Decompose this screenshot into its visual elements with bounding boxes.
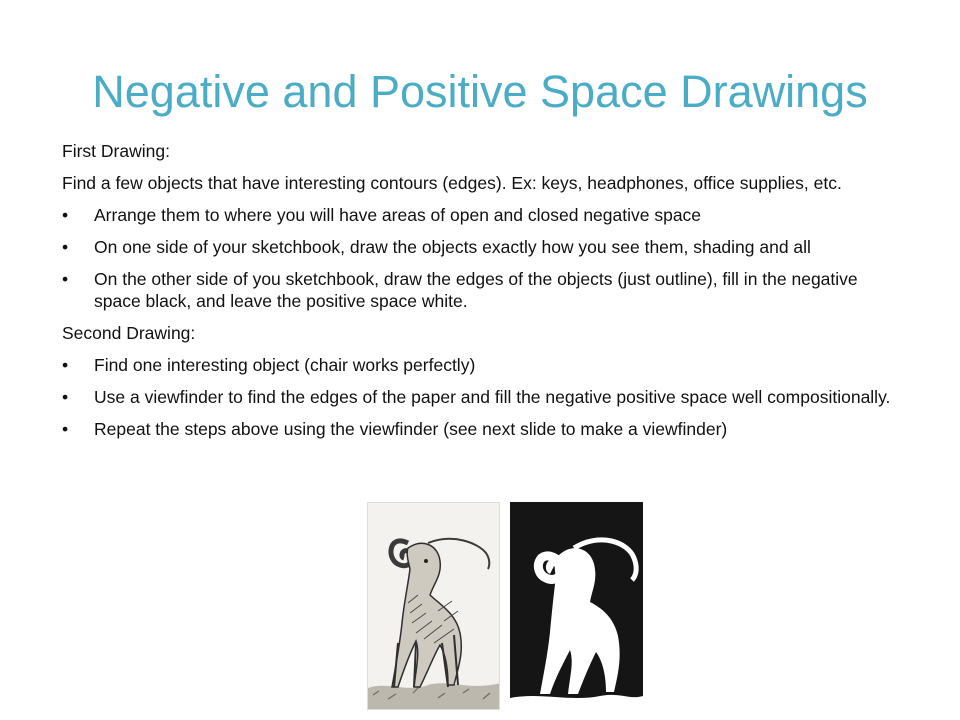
list-item (62, 236, 902, 258)
bullet-icon: • (62, 237, 69, 257)
bullet-icon: • (62, 387, 69, 407)
negative-ram-image (510, 502, 643, 710)
bullet-icon: • (62, 205, 69, 225)
list-item (62, 386, 902, 408)
slide-body (62, 140, 902, 450)
first-drawing-heading: First Drawing: (62, 141, 170, 161)
list-item (62, 418, 902, 440)
second-drawing-heading: Second Drawing: (62, 323, 196, 343)
bullet-text: Repeat the steps above using the viewfinder (see next slide to make a viewfinder) (94, 419, 728, 439)
bullet-text: Use a viewfinder to find the edges of the paper and fill the negative positive space well compositionally. (94, 387, 891, 407)
negative-space-ram (510, 502, 643, 710)
bullet-text: Arrange them to where you will have areas of open and closed negative space (94, 205, 702, 225)
bullet-text: On one side of your sketchbook, draw the objects exactly how you see them, shading and all (94, 237, 811, 257)
first-drawing-intro: Find a few objects that have interesting contours (edges). Ex: keys, headphones, office supplies, etc. (62, 173, 842, 193)
bullet-icon: • (62, 419, 69, 439)
bullet-icon: • (62, 269, 69, 289)
positive-ram-sketch (367, 502, 500, 710)
list-item (62, 354, 902, 376)
ram-sketch-image (368, 503, 500, 710)
ram-drawing-illustration (367, 502, 643, 710)
bullet-icon: • (62, 355, 69, 375)
slide-title: Negative and Positive Space Drawings (92, 66, 868, 117)
list-item (62, 204, 902, 226)
bullet-text: On the other side of you sketchbook, draw the edges of the objects (just outline), fill in the negative space black, and leave the positive space white. (94, 269, 858, 311)
list-item (62, 268, 902, 312)
bullet-text: Find one interesting object (chair works perfectly) (94, 355, 476, 375)
